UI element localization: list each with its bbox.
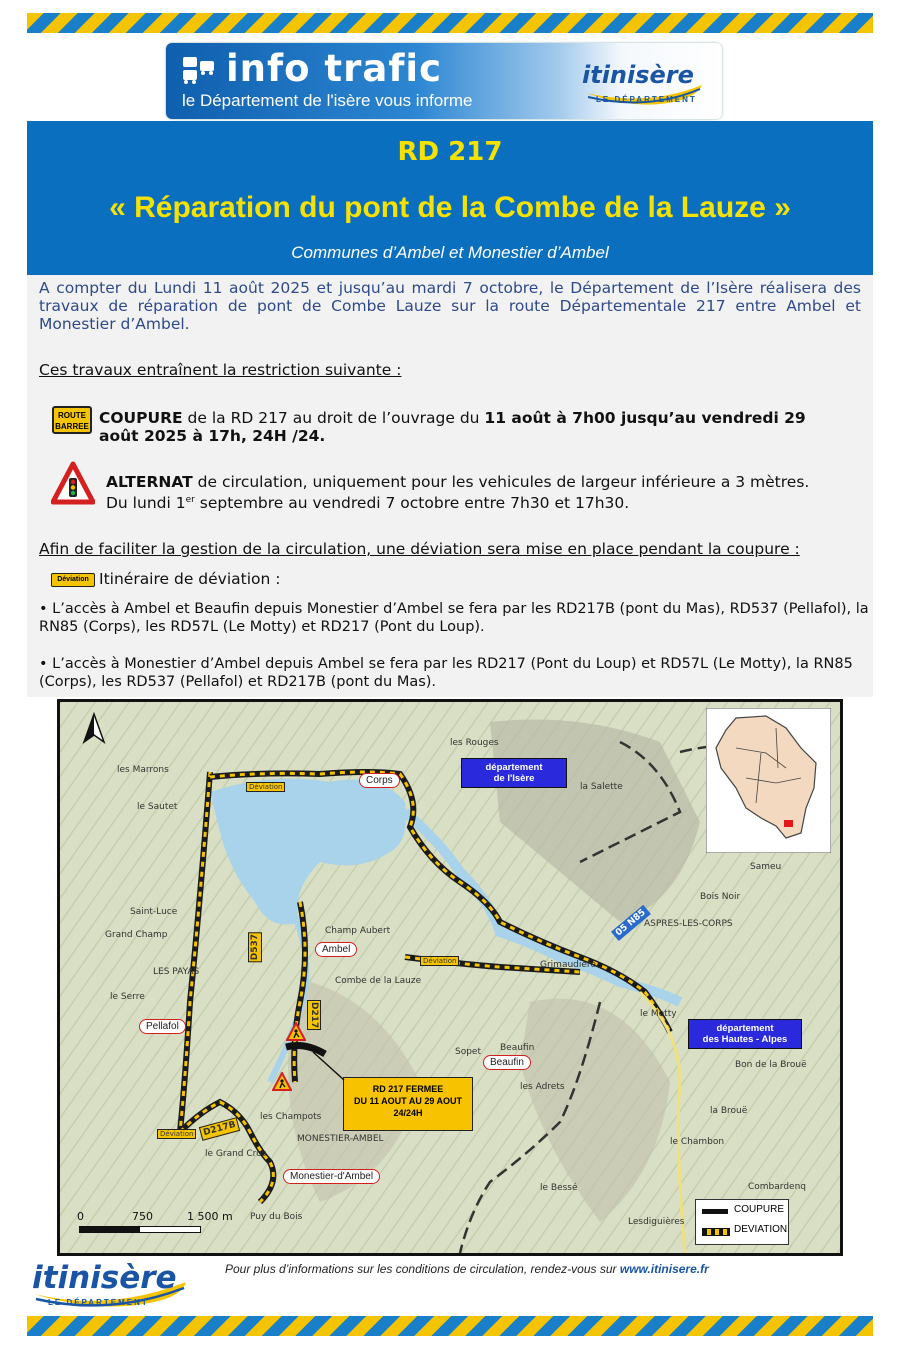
logo-name: itinisère <box>582 61 694 89</box>
legend-coupure-swatch <box>702 1209 728 1214</box>
info-trafic-banner <box>166 43 722 119</box>
place-name: la Salette <box>580 782 623 792</box>
place-name: Saint-Luce <box>130 907 178 917</box>
alternat-line2-post: septembre au vendredi 7 octobre entre 7h30 et 17h30. <box>194 494 630 513</box>
dept-isere-line2: de l'Isère <box>493 773 535 784</box>
alternat-label: ALTERNAT <box>106 473 193 491</box>
place-name: les Champots <box>260 1112 322 1122</box>
place-name: Combardenq <box>748 1182 806 1192</box>
callout-pointer <box>308 1047 348 1087</box>
title-header <box>27 121 873 275</box>
place-name: Puy du Bois <box>250 1212 303 1222</box>
alternat-line2-sup: er <box>185 495 195 505</box>
town-corps: Corps <box>359 773 400 788</box>
deviation-tag-3: Déviation <box>157 1129 196 1139</box>
scale-graphic <box>79 1226 201 1233</box>
place-name: le Serre <box>110 992 145 1002</box>
closure-line2: DU 11 AOUT AU 29 AOUT <box>353 1096 463 1106</box>
town-monestier: Monestier-d'Ambel <box>283 1169 380 1184</box>
deviation-heading: Afin de faciliter la gestion de la circulation, une déviation sera mise en place pendant la coupure : <box>39 540 800 558</box>
place-name: les Adrets <box>520 1082 565 1092</box>
alternat-line2-pre: Du lundi 1 <box>106 494 186 513</box>
deviation-map <box>57 699 843 1256</box>
scale-bar <box>77 1210 247 1240</box>
traffic-icon <box>180 55 218 85</box>
closure-line3: 24/24H <box>393 1108 423 1118</box>
footer-note-text: Pour plus d’informations sur les conditions de circulation, rendez-vous sur <box>225 1262 620 1276</box>
roadworks-sign-icon-2 <box>272 1072 292 1092</box>
sign-line1: ROUTE <box>58 411 86 420</box>
deviation-bullet-1: • L’accès à Ambel et Beaufin depuis Monestier d’Ambel se fera par les RD217B (pont du Mas), RD537 (Pellafol), la RN85 (Corps), les RD57L (Le Motty) et RD217 (Pont du Loup). <box>39 601 869 635</box>
roadworks-sign-icon <box>286 1022 306 1042</box>
dept-isere-line1: département <box>485 762 543 773</box>
dept-ha-line1: département <box>716 1023 774 1034</box>
place-name: LES PAYAS <box>153 967 200 977</box>
place-name: la Brouë <box>710 1106 748 1116</box>
road-label-d537: D537 <box>250 934 260 961</box>
coupure-dates: 11 août à 7h00 jusqu’au vendredi 29 août 2025 à 17h, 24H /24. <box>99 409 806 445</box>
place-name: le Grand Cros <box>205 1149 267 1159</box>
scale-label-1500: 1 500 m <box>187 1210 233 1223</box>
coupure-description: de la RD 217 au droit de l’ouvrage du <box>182 409 485 427</box>
road-label-n85: 05 N85 <box>611 905 651 941</box>
closure-line1: RD 217 FERMEE <box>372 1084 444 1094</box>
footer-logo-tagline: LE DÉPARTEMENT <box>48 1298 149 1307</box>
place-name: Grand Champ <box>105 930 168 940</box>
place-name: ASPRES-LES-CORPS <box>644 919 733 929</box>
traffic-light-warning-icon <box>51 461 95 505</box>
legend-deviation-swatch <box>702 1228 730 1236</box>
road-number: RD 217 <box>397 137 503 167</box>
place-name: MONESTIER-AMBEL <box>297 1134 384 1144</box>
place-name: le Bessé <box>540 1183 578 1193</box>
deviation-tag-2: Déviation <box>420 956 459 966</box>
place-name: Bois Noir <box>700 892 741 902</box>
restriction-heading: Ces travaux entraînent la restriction suivante : <box>39 361 402 379</box>
place-name: le Chambon <box>670 1137 725 1147</box>
road-label-d217b: D217B <box>199 1117 240 1141</box>
itinisere-logo <box>578 59 708 109</box>
sign-line2: BARREE <box>55 422 89 431</box>
footer-url-link[interactable]: www.itinisere.fr <box>619 1262 709 1276</box>
place-name: les Rouges <box>450 738 499 748</box>
place-name: Sameu <box>750 862 782 872</box>
footer-logo-name: itinisère <box>32 1260 177 1296</box>
isere-locator-map <box>706 708 831 853</box>
information-body <box>27 275 873 697</box>
scale-label-750: 750 <box>132 1210 153 1223</box>
dept-hautes-alpes-label <box>688 1019 802 1049</box>
deviation-title: Itinéraire de déviation : <box>99 570 281 588</box>
deviation-bullet-2: • L’accès à Monestier d’Ambel depuis Ambel se fera par les RD217 (Pont du Loup) et RD57L (Le Motty), la RN85 (Corps), les RD537 (Pellafol) et RD217B (pont du Mas). <box>39 656 853 690</box>
top-decorative-stripe <box>27 13 873 33</box>
banner-subtitle: le Département de l'isère vous informe <box>182 91 473 110</box>
town-beaufin: Beaufin <box>483 1055 531 1070</box>
place-name: Champ Aubert <box>325 926 391 936</box>
bottom-decorative-stripe <box>27 1316 873 1336</box>
alternat-description: de circulation, uniquement pour les vehicules de largeur inférieure a 3 mètres. <box>192 473 810 491</box>
place-name: Sopet <box>455 1047 481 1057</box>
coupure-text <box>99 409 839 445</box>
legend-coupure-label: COUPURE <box>734 1204 785 1215</box>
banner-title: info trafic <box>226 47 443 90</box>
place-name: Lesdiguières <box>628 1217 685 1227</box>
alternat-text <box>106 473 866 512</box>
communes-subtitle: Communes d’Ambel et Monestier d’Ambel <box>291 243 609 262</box>
scale-label-0: 0 <box>77 1210 84 1223</box>
place-name: le Motty <box>640 1009 677 1019</box>
legend-deviation-label: DEVIATION <box>734 1224 788 1235</box>
north-arrow-icon <box>82 712 106 746</box>
place-name: les Marrons <box>117 765 169 775</box>
route-barree-sign-icon <box>52 406 92 434</box>
town-pellafol: Pellafol <box>139 1019 186 1034</box>
intro-paragraph: A compter du Lundi 11 août 2025 et jusqu’au mardi 7 octobre, le Département de l’Isère réalisera des travaux de réparation de pont de Combe Lauze sur la route Départementale 217 entre Ambel et Monestier d’Ambel. <box>39 279 861 333</box>
dept-ha-line2: des Hautes - Alpes <box>702 1034 788 1045</box>
town-ambel: Ambel <box>315 942 357 957</box>
map-legend <box>695 1199 789 1245</box>
deviation-tag-1: Déviation <box>246 782 285 792</box>
logo-tagline: LE DÉPARTEMENT <box>596 95 697 104</box>
coupure-label: COUPURE <box>99 409 183 427</box>
footer-itinisere-logo <box>30 1258 190 1310</box>
dept-isere-label <box>461 758 567 788</box>
place-name: Bon de la Brouë <box>735 1060 807 1070</box>
place-name: Beaufin <box>500 1043 535 1053</box>
place-name: le Sautet <box>137 802 178 812</box>
place-name: Combe de la Lauze <box>335 976 422 986</box>
footer-info-note <box>225 1262 709 1276</box>
deviation-sign-icon: Déviation <box>51 573 95 587</box>
road-label-d217: D217 <box>309 1002 319 1029</box>
place-name: Grimaudière <box>540 960 596 970</box>
works-title: « Réparation du pont de la Combe de la Lauze » <box>109 191 791 224</box>
closure-callout <box>343 1077 473 1131</box>
